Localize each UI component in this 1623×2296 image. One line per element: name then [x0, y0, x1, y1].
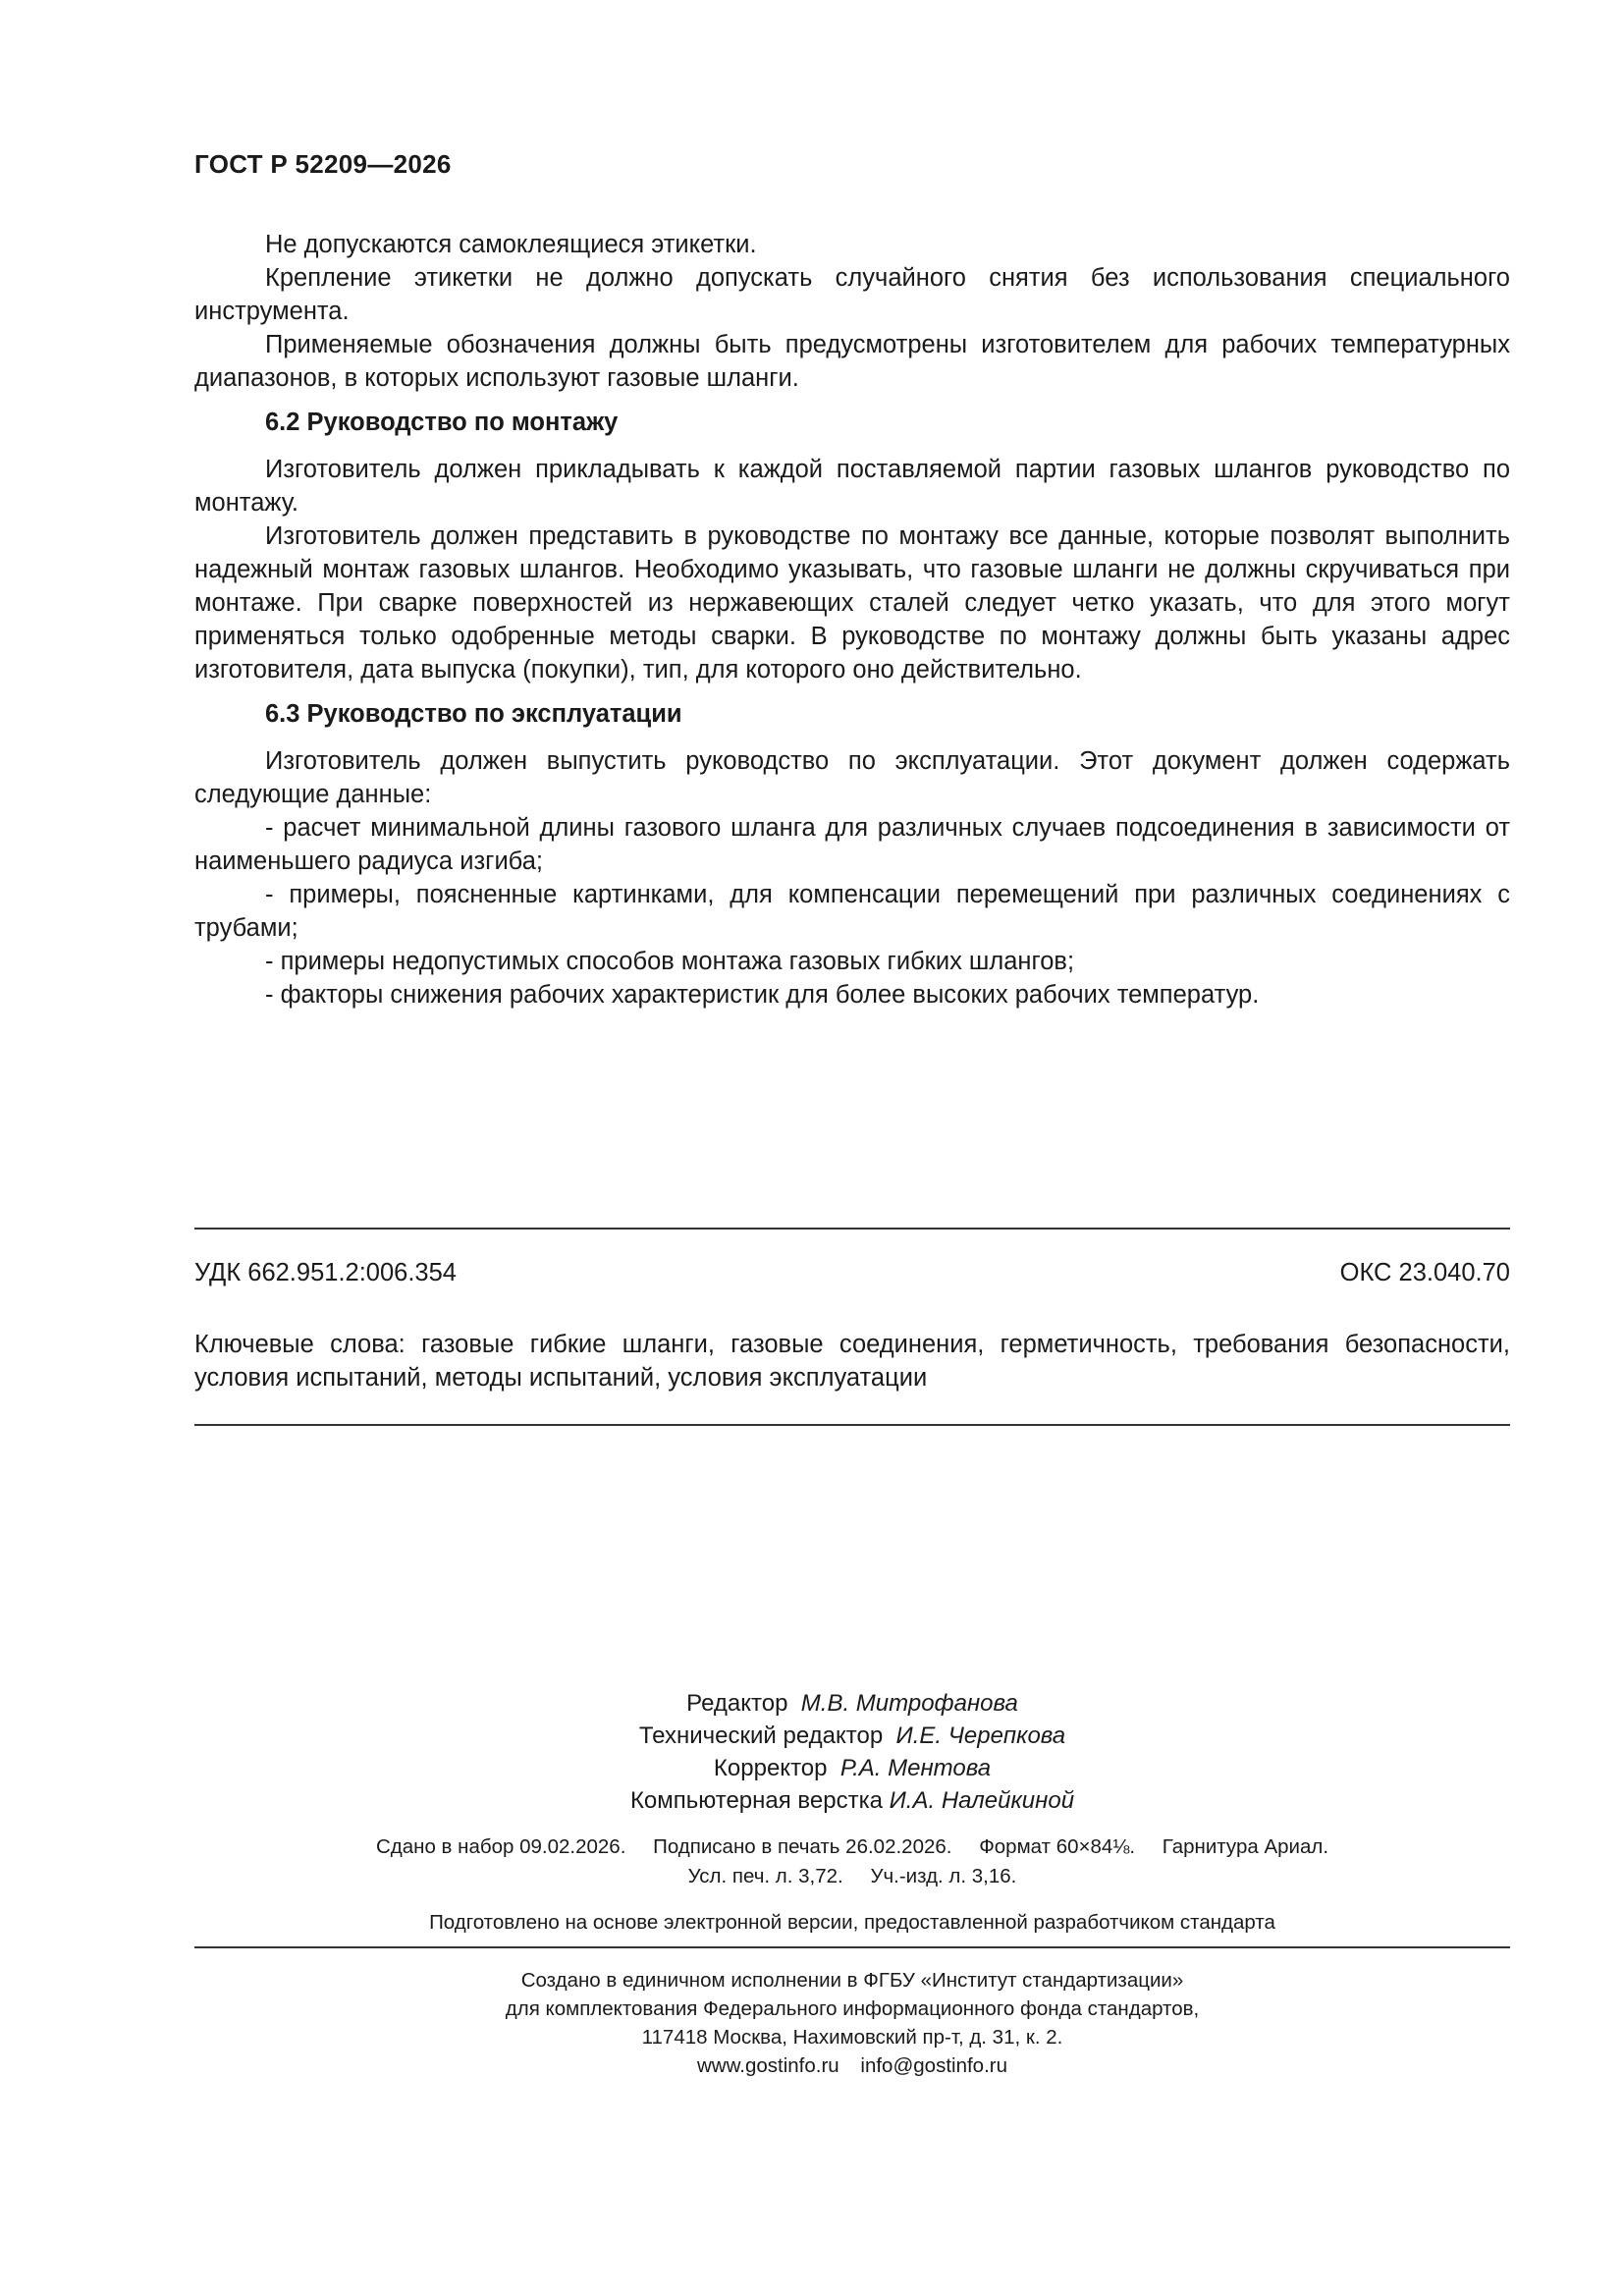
udk-code: УДК 662.951.2:006.354	[194, 1259, 457, 1286]
body-paragraph: Изготовитель должен прикладывать к каждой поставляемой партии газовых шлангов руководство по монтажу.	[194, 456, 1510, 517]
imprint-pub-sheets: Уч.-изд. л. 3,16.	[870, 1865, 1017, 1887]
document-body	[194, 228, 1510, 1011]
section-heading-6-2: 6.2 Руководство по монтажу	[265, 409, 619, 436]
divider-bottom	[194, 1424, 1510, 1426]
list-item: - расчет минимальной длины газового шланга для различных случаев подсоединения в зависимости от наименьшего радиуса изгиба;	[194, 814, 1510, 875]
body-paragraph: Изготовитель должен выпустить руководство по эксплуатации. Этот документ должен содержать следующие данные:	[194, 747, 1510, 808]
imprint-submitted: Сдано в набор 09.02.2026.	[375, 1835, 626, 1858]
credit-name: И.Е. Черепкова	[895, 1722, 1066, 1749]
email-link[interactable]: info@gostinfo.ru	[860, 2054, 1007, 2077]
credit-line	[194, 1784, 1510, 1817]
imprint-format: Формат 60×84⅛.	[979, 1835, 1136, 1858]
credit-role: Редактор	[686, 1690, 788, 1717]
credit-line	[194, 1687, 1510, 1720]
section-heading-6-3: 6.3 Руководство по эксплуатации	[265, 700, 682, 728]
site-link[interactable]: www.gostinfo.ru	[697, 2054, 839, 2077]
list-item: - примеры, поясненные картинками, для компенсации перемещений при различных соединениях с трубами;	[194, 881, 1510, 942]
credit-line	[194, 1752, 1510, 1784]
credit-name: И.А. Налейкиной	[889, 1787, 1075, 1814]
imprint-block	[194, 1832, 1510, 1891]
created-line: 117418 Москва, Нахимовский пр-т, д. 31, к. 2.	[641, 2026, 1063, 2049]
credit-role: Компьютерная верстка	[629, 1787, 883, 1814]
imprint-typeface: Гарнитура Ариал.	[1162, 1835, 1329, 1858]
credit-role: Технический редактор	[638, 1722, 884, 1749]
contacts-line	[194, 2051, 1510, 2080]
body-paragraph: Изготовитель должен представить в руководстве по монтажу все данные, которые позволят выполнить надежный монтаж газовых шлангов. Необходимо указывать, что газовые шланги не должны скручиваться при монтаже. При сварке поверхностей из нержавеющих сталей следует четко указать, что для этого могут применяться только одобренные методы сварки. В руководстве по монтажу должны быть указаны адрес изготовителя, дата выпуска (покупки), тип, для которого оно действительно.	[194, 522, 1510, 683]
divider-imprint	[194, 1946, 1510, 1948]
imprint-line	[194, 1832, 1510, 1862]
divider-top	[194, 1228, 1510, 1230]
body-paragraph: Не допускаются самоклеящиеся этикетки.	[265, 231, 757, 258]
oks-code: ОКС 23.040.70	[1339, 1259, 1510, 1286]
keywords: Ключевые слова: газовые гибкие шланги, газовые соединения, герметичность, требования безопасности, условия испытаний, методы испытаний, условия эксплуатации	[194, 1331, 1510, 1392]
credit-name: М.В. Митрофанова	[800, 1690, 1018, 1717]
document-header: ГОСТ Р 52209—2026	[194, 149, 452, 179]
classification-row	[194, 1259, 1510, 1287]
imprint-signed: Подписано в печать 26.02.2026.	[653, 1835, 952, 1858]
body-paragraph: Применяемые обозначения должны быть предусмотрены изготовителем для рабочих температурных диапазонов, в которых используют газовые шланги.	[194, 331, 1510, 392]
list-item: - примеры недопустимых способов монтажа газовых гибких шлангов;	[265, 948, 1075, 975]
created-line: Создано в единичном исполнении в ФГБУ «Институт стандартизации»	[520, 1969, 1184, 1992]
credit-line	[194, 1720, 1510, 1752]
credit-name: Р.А. Ментова	[839, 1755, 992, 1781]
prepared-note: Подготовлено на основе электронной версии, предоставленной разработчиком стандарта	[429, 1911, 1275, 1934]
imprint-print-sheets: Усл. печ. л. 3,72.	[687, 1865, 843, 1887]
credit-role: Корректор	[713, 1755, 828, 1781]
credits-block	[194, 1687, 1510, 1817]
created-line: для комплектования Федерального информационного фонда стандартов,	[505, 1997, 1200, 2020]
imprint-line	[194, 1862, 1510, 1891]
list-item: - факторы снижения рабочих характеристик для более высоких рабочих температур.	[265, 981, 1260, 1009]
created-block	[194, 1966, 1510, 2080]
body-paragraph: Крепление этикетки не должно допускать случайного снятия без использования специального инструмента.	[194, 264, 1510, 325]
